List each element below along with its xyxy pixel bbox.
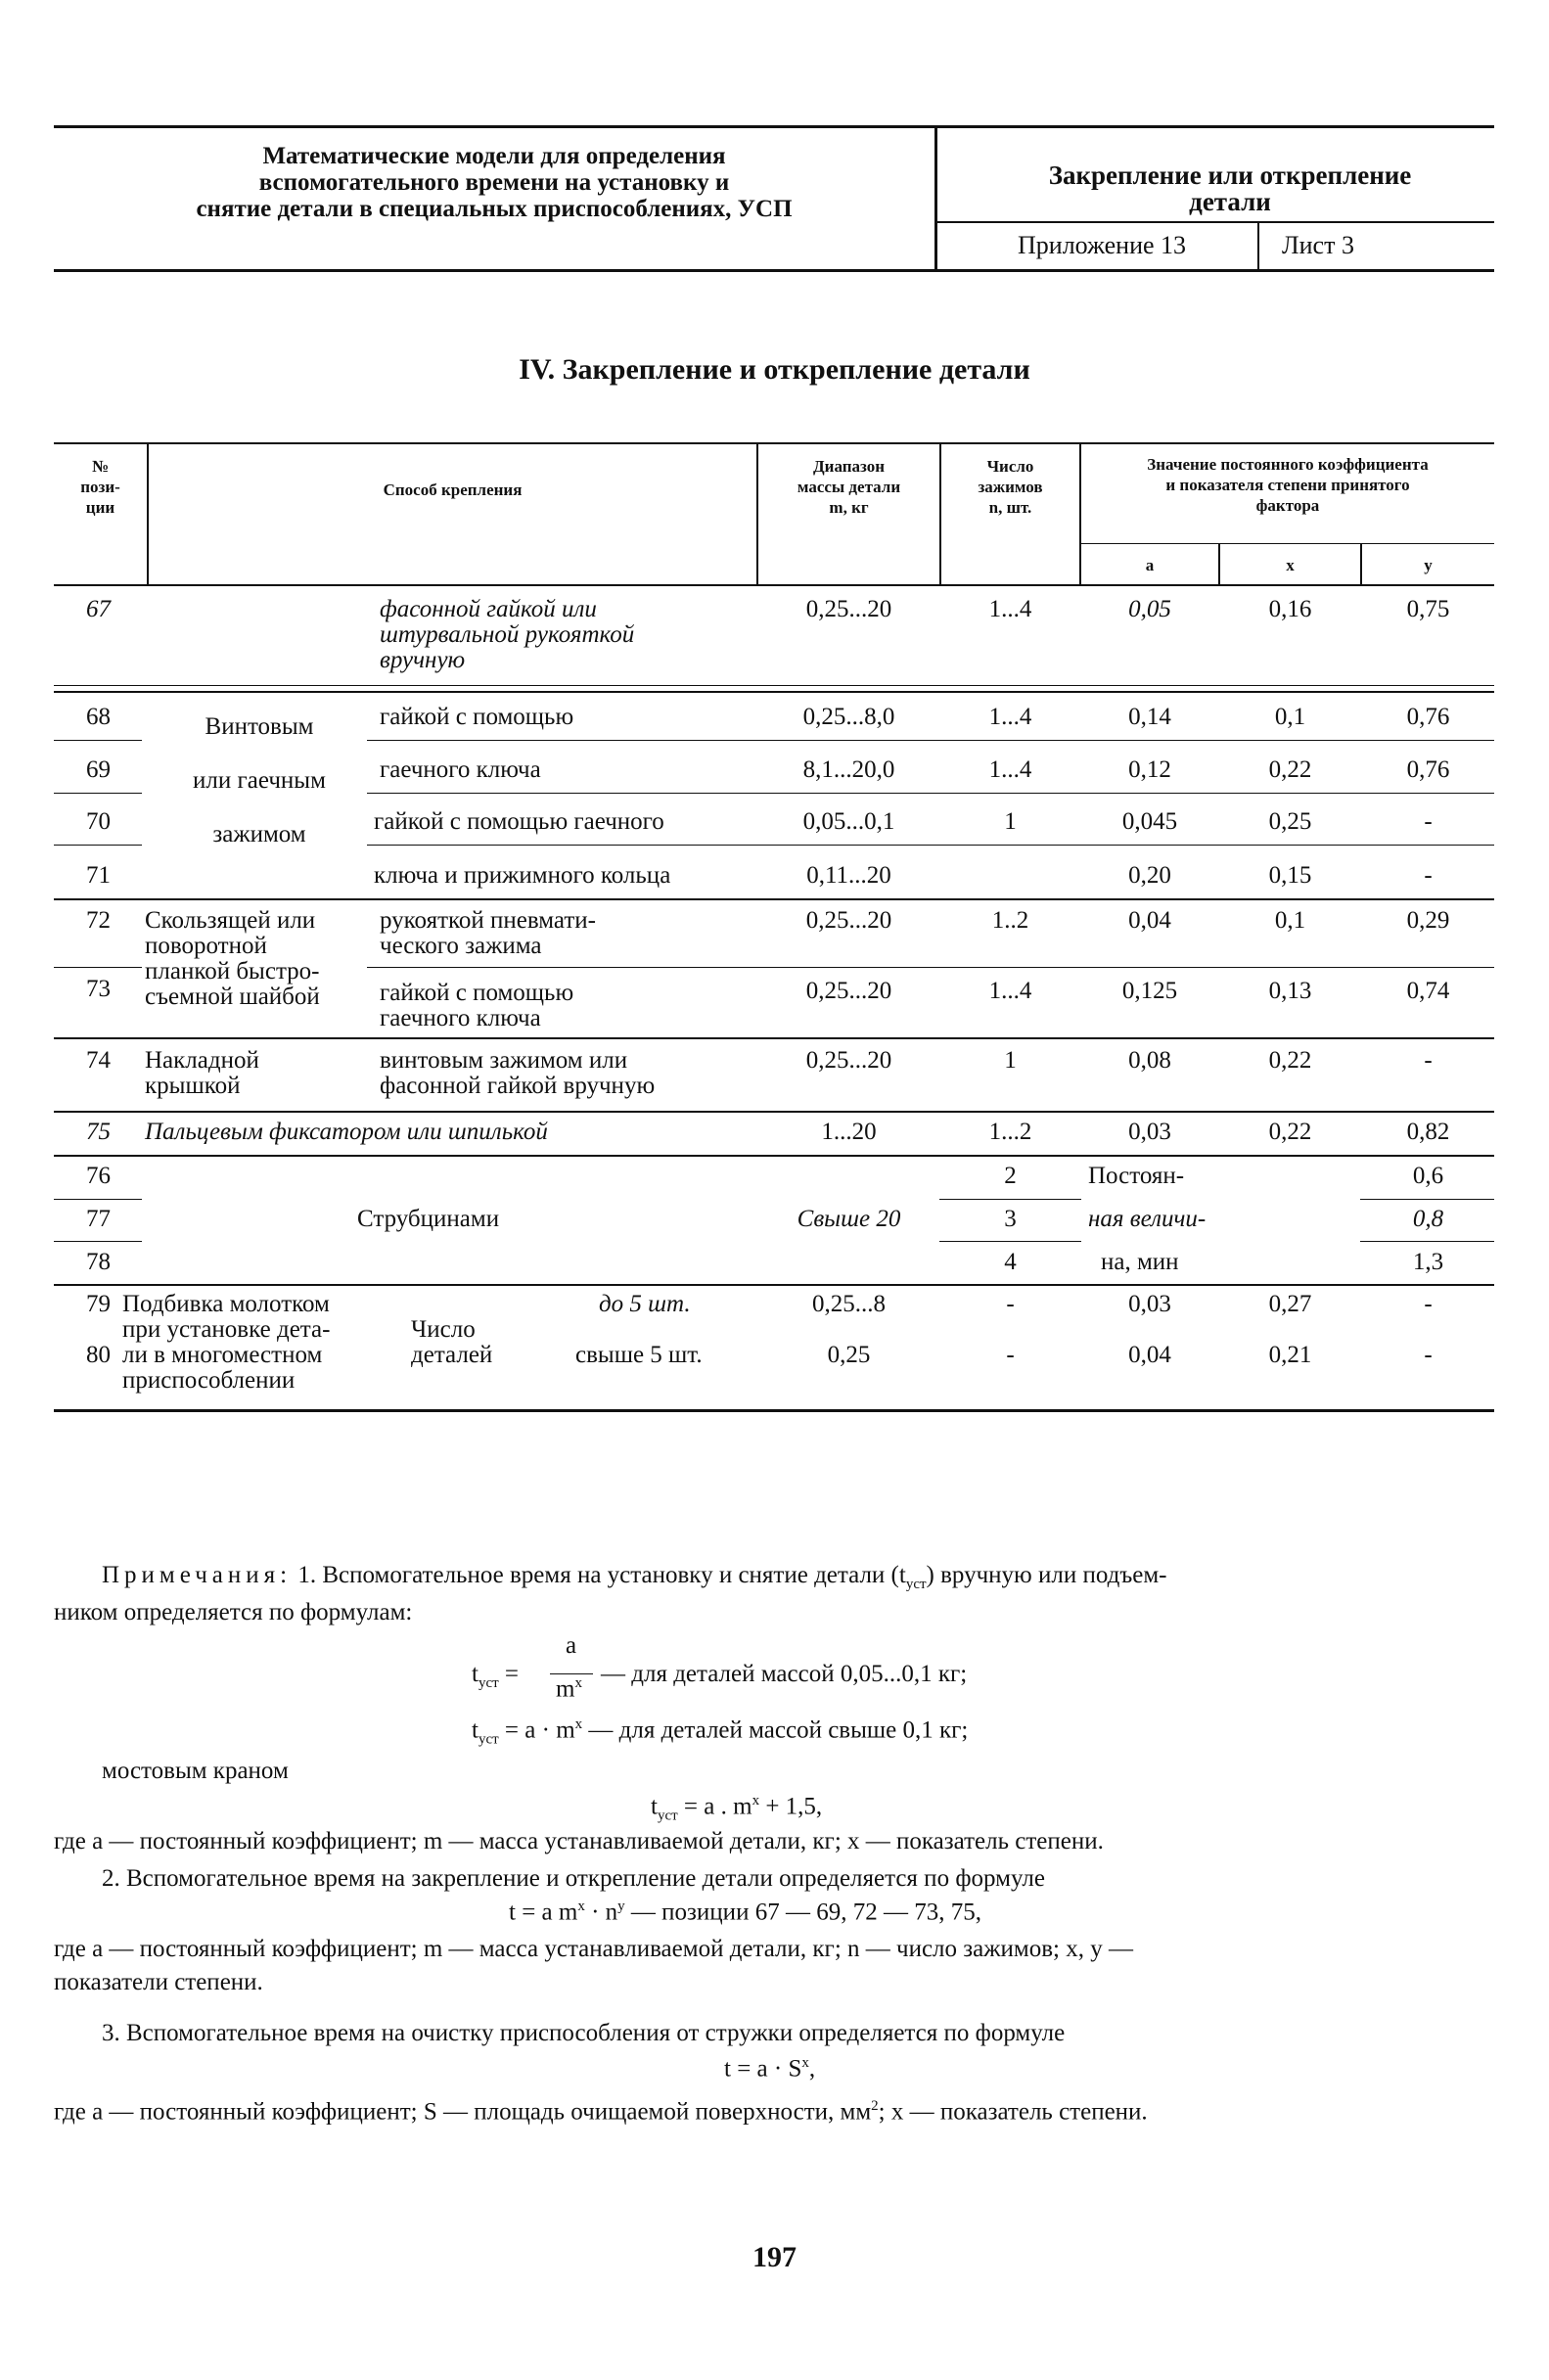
col-header-y: y (1424, 556, 1433, 574)
page-title: IV. Закрепление и открепление детали (519, 353, 1030, 386)
header-sheet-divider (1257, 223, 1259, 272)
col-header-mass: Диапазон массы детали m, кг (797, 457, 901, 517)
group-sliding: Скользящей или поворотной планкой быстро- съемной шайбой (145, 907, 320, 1010)
col-header-pos: № пози- ции (80, 457, 120, 517)
note-1-cont: ником определяется по формулам: (54, 1599, 413, 1625)
note-1-where: где a — постоянный коэффициент; m — масса устанавливаемой детали, кг; x — показатель степени. (54, 1828, 1104, 1854)
col-header-a: a (1145, 556, 1155, 574)
group-clamps: Струбцинами (357, 1206, 500, 1232)
note-1: Примечания: 1. Вспомогательное время на установку и снятие детали $(t_{уст})$ вручную или подъем- (102, 1562, 1167, 1592)
formula-3: $t_{уст} = a$ . $m^x + 1,5$, (651, 1793, 823, 1824)
note-3: 3. Вспомогательное время на очистку приспособления от стружки определяется по формуле (102, 2020, 1066, 2046)
col-header-clamps: Число зажимов n, шт. (978, 457, 1043, 517)
appendix-label: Приложение 13 (1018, 231, 1187, 259)
header-bottom-rule (54, 269, 1494, 272)
note-2-where: где a — постоянный коэффициент; m — масса устанавливаемой детали, кг; n — число зажимов; x, y — (54, 1936, 1133, 1962)
formula-5: $t = a \cdot S^x$, (724, 2055, 816, 2082)
page-number: 197 (752, 2241, 797, 2273)
group-hammer: Подбивка молотком при установке дета- ли в многоместном приспособлении (122, 1291, 331, 1394)
sheet-label: Лист 3 (1282, 231, 1354, 259)
header-top-rule (54, 125, 1494, 128)
formula-4: t = a $m^x \cdot n^y$ — позиции 67 — 69, 72 — 73, 75, (509, 1899, 981, 1926)
note-2-where-cont: показатели степени. (54, 1969, 263, 1995)
header-mid-rule (937, 221, 1494, 223)
col-header-x: x (1286, 556, 1295, 574)
crane-label: мостовым краном (102, 1758, 289, 1784)
col-header-coef: Значение постоянного коэффициента и показателя степени принятого фактора (1147, 455, 1429, 515)
col-header-method: Способ крепления (383, 481, 523, 499)
group-parts-count: Число деталей (411, 1316, 493, 1368)
formula-2: $t_{уст} = a \cdot m^x$ — для деталей массой свыше 0,1 кг; (472, 1716, 969, 1748)
note-2: 2. Вспомогательное время на закрепление и открепление детали определяется по формуле (102, 1865, 1045, 1892)
header-divider (934, 125, 937, 272)
section-heading: Закрепление или открепление детали (1048, 160, 1412, 216)
group-overhead: Накладной крышкой (145, 1047, 259, 1099)
document-title: Математические модели для определения вспомогательного времени на установку и снятие детали в специальных приспособлениях, УСП (196, 143, 793, 222)
group-screw: Винтовым или гаечным зажимом (193, 713, 326, 847)
note-3-where: где a — постоянный коэффициент; S — площадь очищаемой поверхности, $мм^2$; x — показатель степени. (54, 2098, 1148, 2126)
